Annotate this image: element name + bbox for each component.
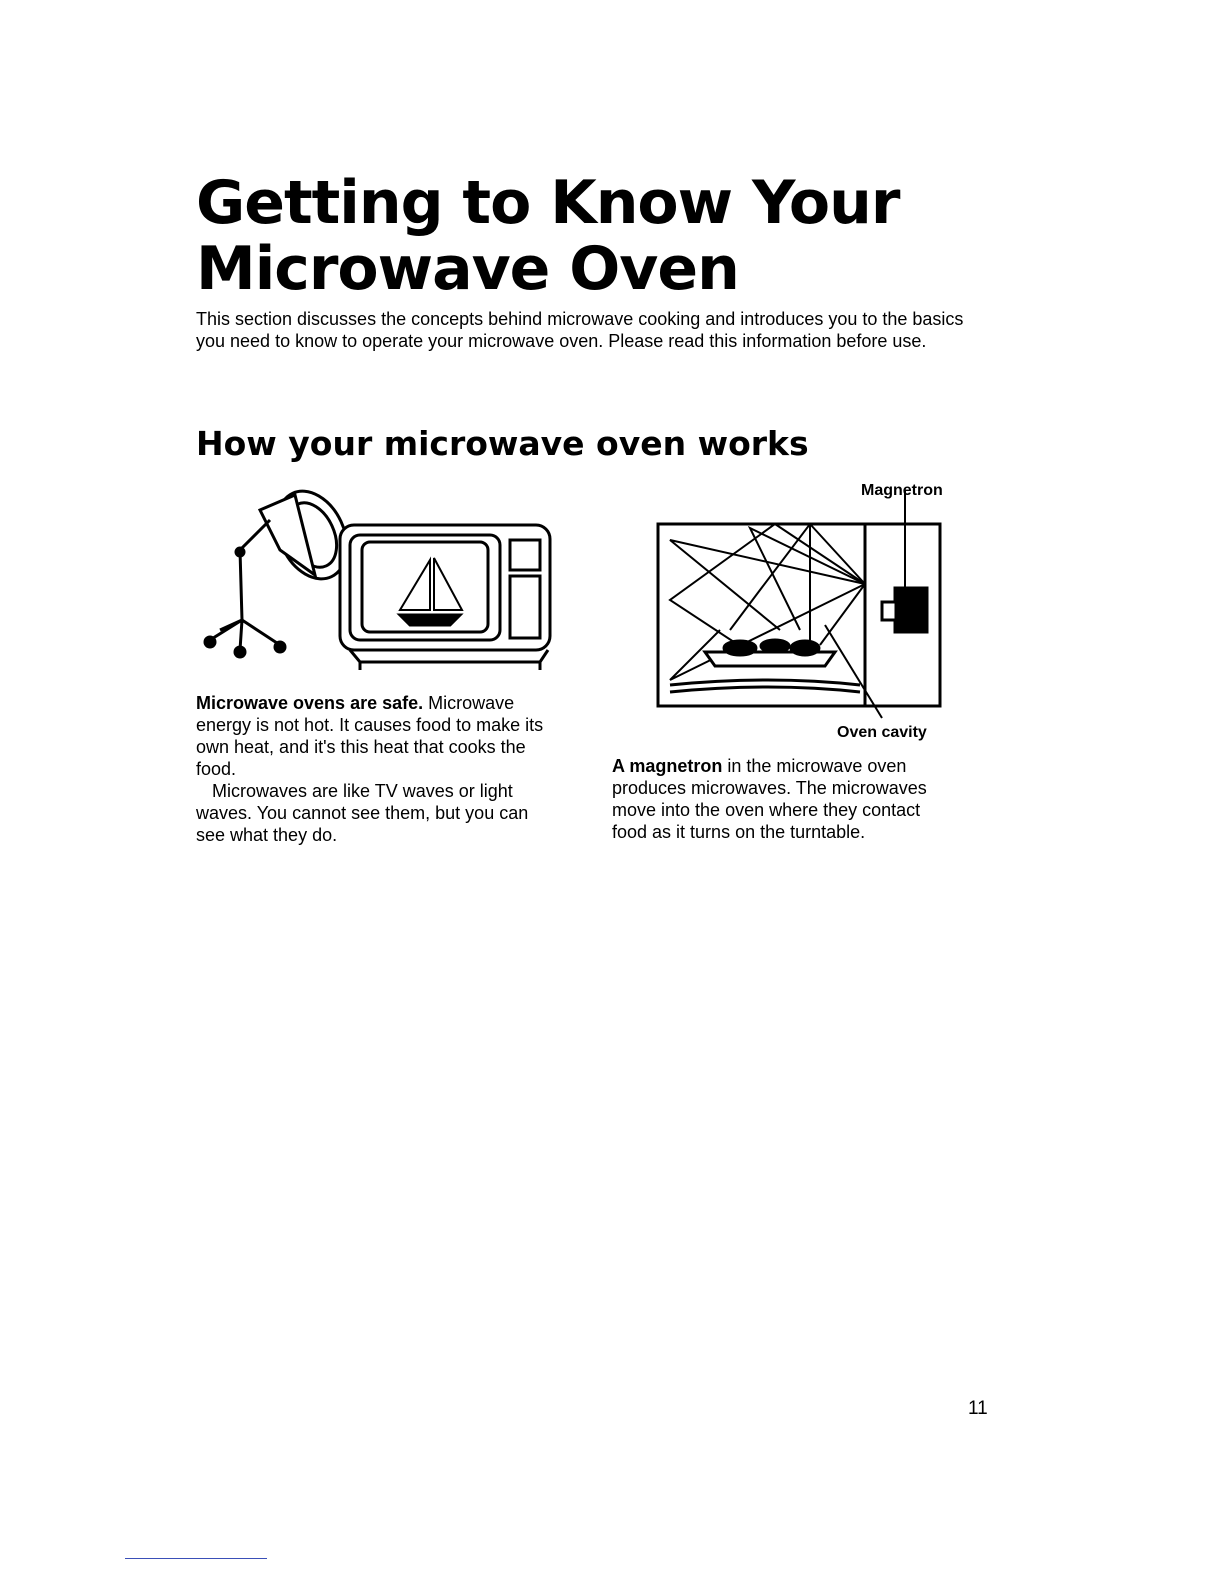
page-number: 11 [968, 1398, 988, 1419]
footer-rule [125, 1558, 267, 1559]
left-paragraph-1-body: Microwave energy is not hot. It causes food to make its own heat, and it's this heat that cooks the food. [196, 693, 544, 779]
right-paragraph-1-body: in the microwave oven produces microwaves. The microwaves move into the oven where they contact food as it turns on the turntable. [612, 756, 927, 842]
tv-icon [340, 525, 550, 670]
right-paragraph-1 [612, 755, 957, 843]
page-title [196, 170, 899, 302]
left-paragraph-1 [196, 692, 556, 780]
lamp-icon [205, 480, 360, 657]
lamp-and-tv-illustration [200, 480, 570, 680]
oven-cavity-diagram [650, 480, 960, 750]
left-paragraph-2: Microwaves are like TV waves or light waves. You cannot see them, but you can see what they do. [196, 781, 529, 845]
magnetron-label: Magnetron [861, 482, 943, 499]
page-title-line-1: Getting to Know Your [196, 168, 900, 238]
page-title-line-2: Microwave Oven [196, 234, 739, 304]
magnetron-icon [882, 490, 927, 632]
oven-cavity-label: Oven cavity [837, 724, 927, 741]
right-column-text [612, 755, 957, 843]
right-lead: A magnetron [612, 756, 723, 776]
left-lead: Microwave ovens are safe. [196, 693, 424, 713]
left-column-text [196, 692, 556, 846]
section-heading: How your microwave oven works [196, 424, 809, 463]
intro-paragraph: This section discusses the concepts behind microwave cooking and introduces you to the basics you need to know to operate your microwave oven. Please read this information before use. [196, 309, 964, 351]
